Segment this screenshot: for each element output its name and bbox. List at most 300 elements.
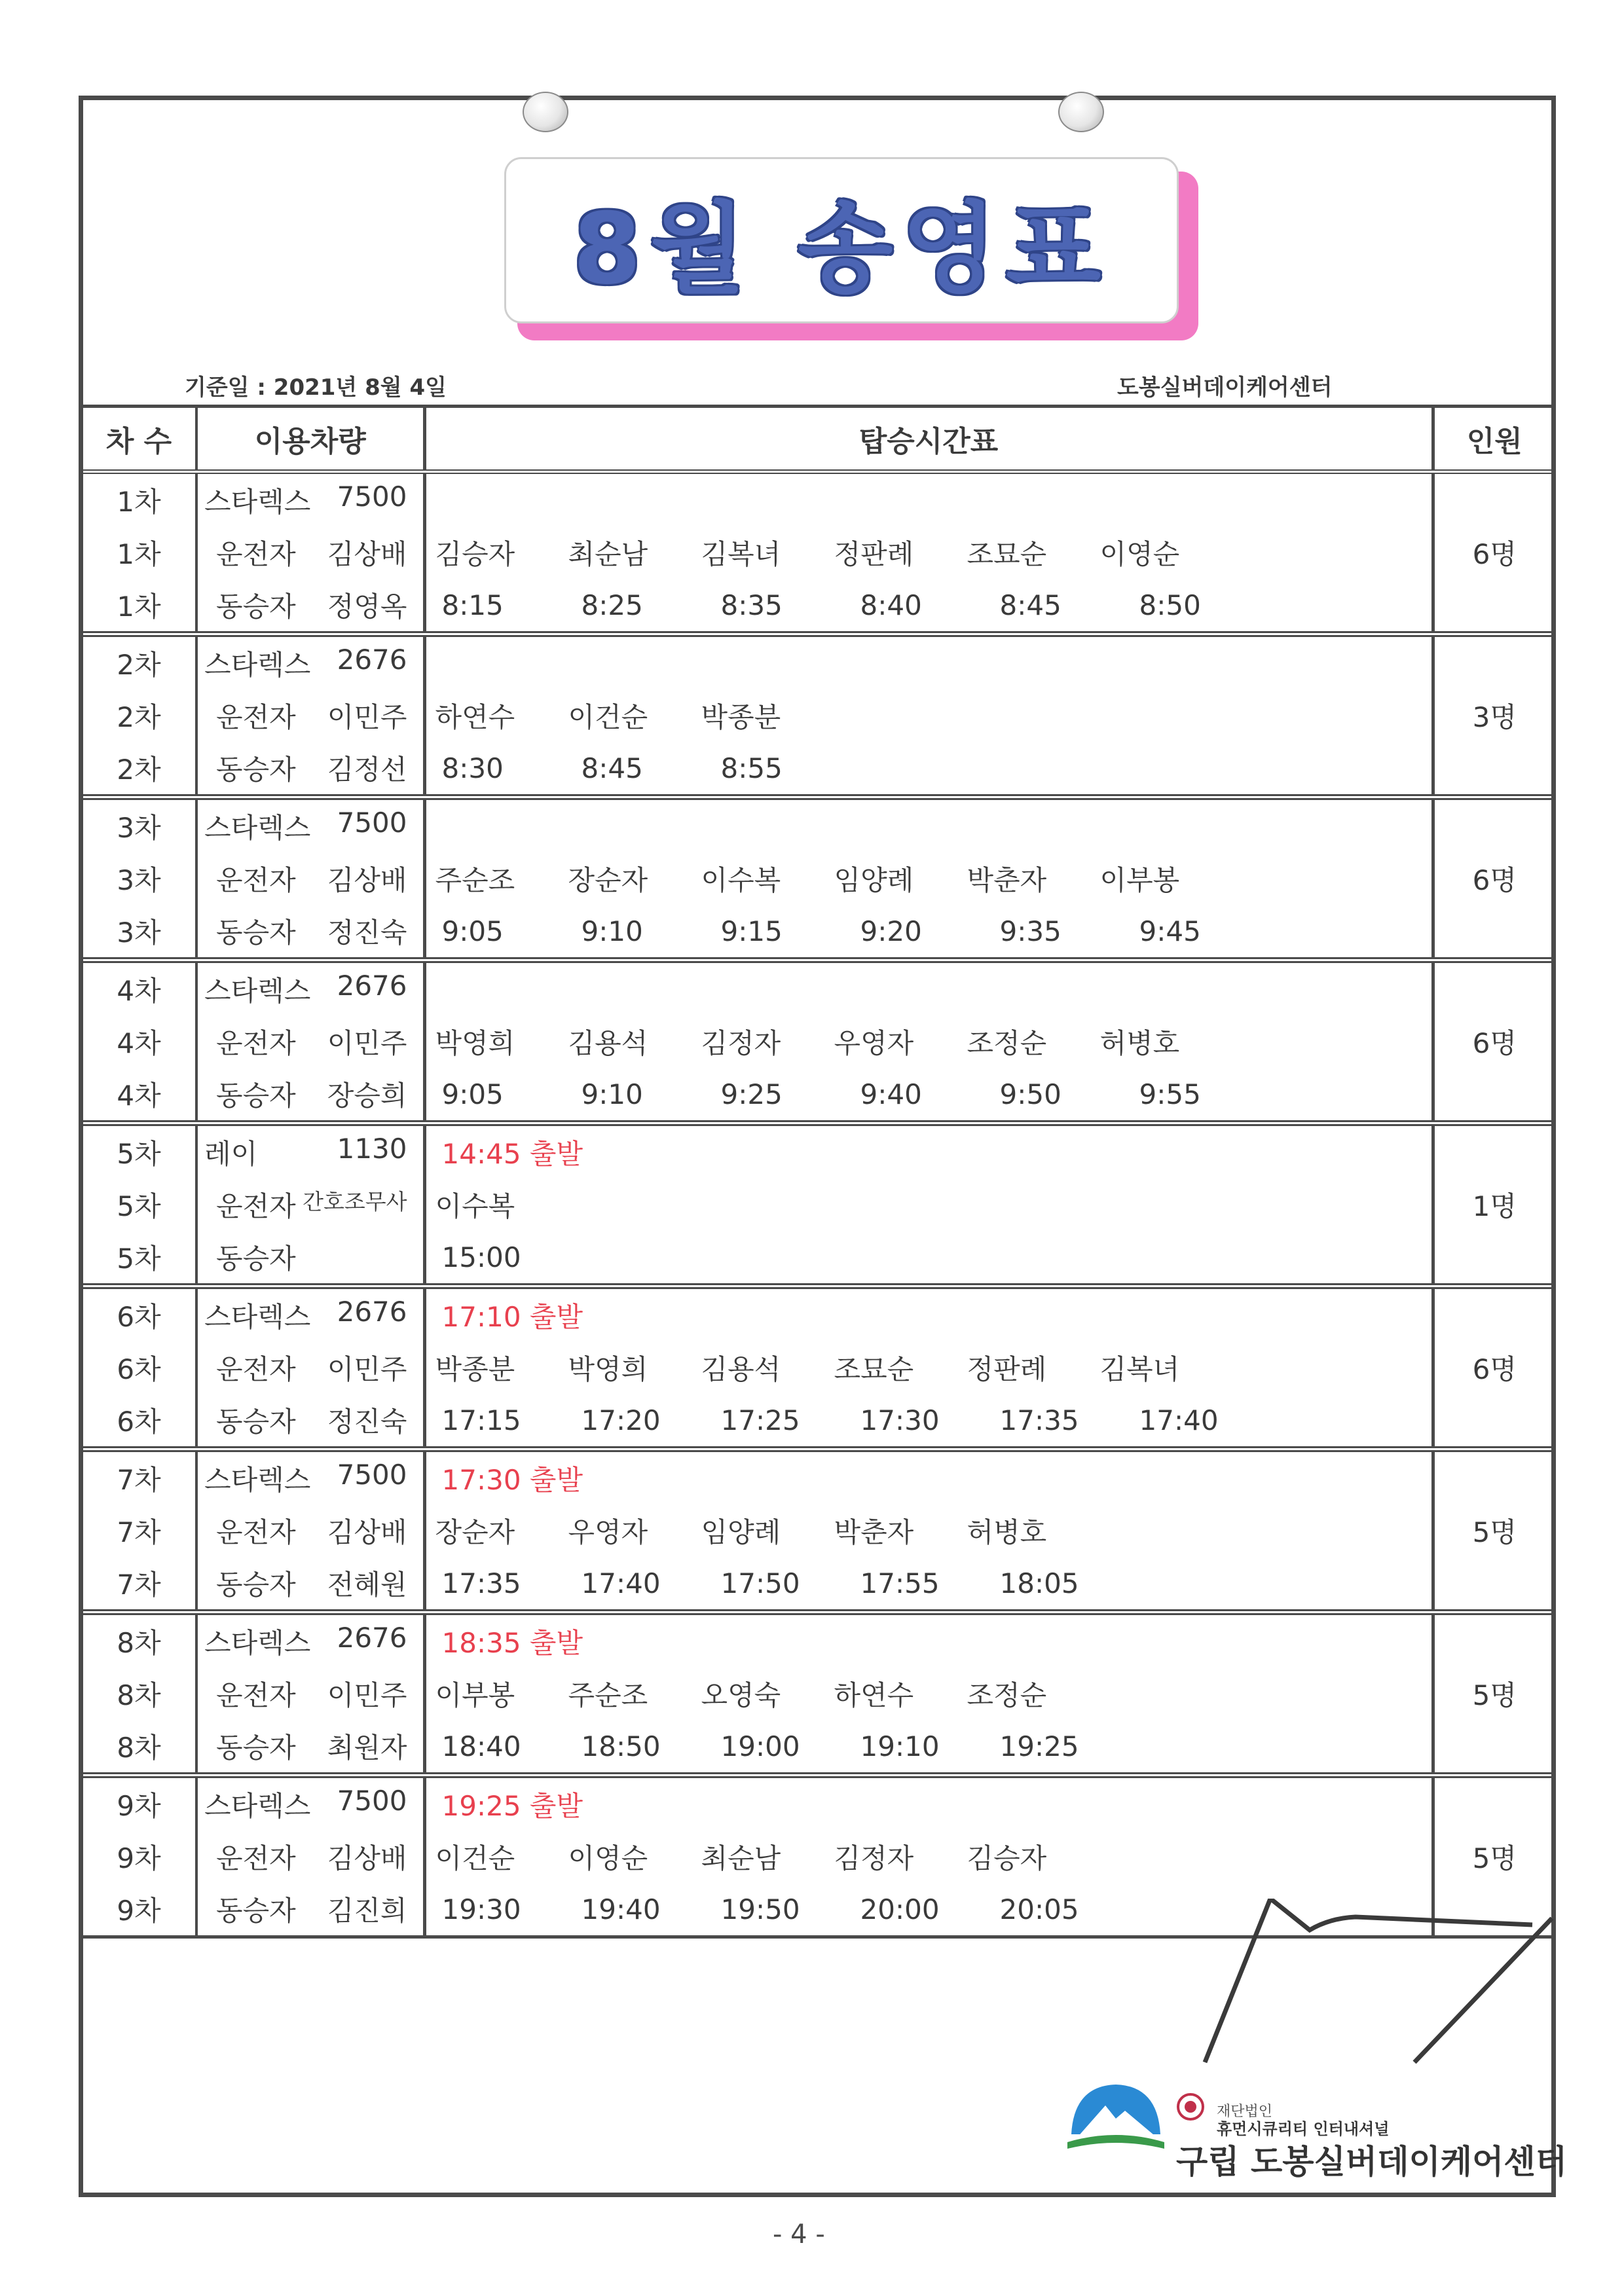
rider-info [198,1889,423,1929]
pickup-times [426,915,1431,947]
headcount-cell: 5명 [1472,1842,1517,1874]
schedule-cell [424,1178,1433,1231]
round-cell: 3차 [83,905,196,960]
headcount-cell [1433,1557,1555,1613]
table-row [83,905,1555,960]
round-cell: 9차 [83,1831,196,1883]
pickup-time: 9:55 [1139,1078,1201,1110]
driver-info [198,533,423,572]
headcount-cell [1433,1449,1555,1505]
headcount-cell: 6명 [1472,1027,1517,1059]
round-cell: 8차 [83,1613,196,1668]
schedule-cell [424,905,1433,960]
vehicle-model: 스타렉스 [204,1790,311,1822]
schedule-cell [424,1831,1433,1883]
table-row [83,1015,1555,1068]
pickup-time: 9:20 [860,915,922,947]
passenger-name: 김용석 [701,1353,781,1385]
vehicle-number: 2676 [337,1622,407,1654]
vehicle-cell [196,1613,424,1668]
header-count: 인원 [1433,407,1555,472]
headcount-cell: 5명 [1472,1679,1517,1711]
table-row [83,526,1555,579]
departure-time: 14:45 출발 [441,1138,583,1170]
passenger-name: 조정순 [967,1027,1047,1059]
passenger-names [426,859,1431,898]
driver-info [198,1185,423,1224]
pickup-time: 15:00 [441,1241,521,1273]
rider-label: 동승자 [216,917,296,949]
rider-label: 동승자 [216,591,296,623]
passenger-name: 김정자 [834,1842,914,1874]
pickup-time: 8:55 [720,752,783,784]
round-cell: 3차 [83,852,196,905]
pickup-time: 9:10 [581,915,643,947]
headcount-cell [1433,960,1555,1016]
passenger-name: 김승자 [435,538,515,570]
passenger-names [426,1022,1431,1061]
driver-info [198,1348,423,1387]
vehicle-cell [196,1449,424,1505]
pickup-time: 19:10 [860,1730,940,1762]
table-header-row [83,407,1555,472]
passenger-name: 이부봉 [1099,864,1180,896]
headcount-cell [1433,1394,1555,1449]
vehicle-cell [196,1231,424,1286]
schedule-cell [424,1341,1433,1394]
vehicle-cell [196,1286,424,1342]
passenger-name: 이건순 [435,1842,515,1874]
passenger-name: 박영희 [435,1027,515,1059]
vehicle-model: 스타렉스 [204,1627,311,1659]
rider-info [198,911,423,951]
schedule-cell [424,960,1433,1016]
vehicle-cell [196,742,424,797]
pickup-time: 9:40 [860,1078,922,1110]
schedule-body [83,472,1555,1937]
schedule-cell [424,1068,1433,1123]
round-cell: 6차 [83,1394,196,1449]
binder-ring-icon [1058,92,1104,132]
pickup-times [426,1730,1431,1762]
rider-label: 동승자 [216,1732,296,1764]
passenger-name: 주순조 [435,864,515,896]
pickup-time: 8:45 [999,589,1061,621]
driver-name: 김상배 [327,864,407,896]
passenger-names [426,1511,1431,1550]
driver-name: 이민주 [327,701,407,733]
driver-label: 운전자 [216,1353,296,1385]
table-row [83,797,1555,853]
pickup-time: 17:25 [720,1404,800,1436]
vehicle-cell [196,1720,424,1776]
table-row [83,1720,1555,1776]
header-round: 차 수 [83,407,196,472]
headcount-cell: 6명 [1472,864,1517,896]
vehicle-info [198,1785,423,1824]
passenger-names [426,1837,1431,1876]
pickup-time: 8:30 [441,752,504,784]
vehicle-info [198,1622,423,1661]
rider-label: 동승자 [216,1406,296,1438]
mountain-logo-icon [1067,2082,1164,2154]
pickup-time: 17:40 [581,1567,661,1599]
rider-name: 정진숙 [327,1406,407,1438]
headcount-cell [1433,634,1555,690]
headcount-cell: 3명 [1472,701,1517,733]
vehicle-number: 2676 [337,1296,407,1328]
passenger-name: 김정자 [701,1027,781,1059]
pickup-times [426,1078,1431,1110]
vehicle-cell [196,1883,424,1937]
table-row [83,1557,1555,1613]
round-cell: 2차 [83,689,196,742]
round-cell: 7차 [83,1504,196,1557]
vehicle-cell [196,905,424,960]
schedule-cell [424,689,1433,742]
table-row [83,1123,1555,1179]
pickup-time: 9:50 [999,1078,1061,1110]
round-cell: 1차 [83,526,196,579]
passenger-name: 임양례 [701,1516,781,1548]
passenger-name: 임양례 [834,864,914,896]
page-curl-icon [1022,1899,1559,2095]
vehicle-cell [196,1776,424,1831]
pickup-time: 20:05 [999,1893,1079,1925]
table-row [83,1231,1555,1286]
passenger-names [426,533,1431,572]
schedule-cell [424,1123,1433,1179]
departure-time: 17:10 출발 [441,1301,583,1333]
driver-name: 이민주 [327,1353,407,1385]
vehicle-info [198,807,423,846]
driver-name: 김상배 [327,538,407,570]
table-row [83,634,1555,690]
schedule-cell [424,1449,1433,1505]
schedule-cell [424,1613,1433,1668]
pickup-time: 17:35 [441,1567,521,1599]
pickup-time: 18:40 [441,1730,521,1762]
pickup-time: 17:15 [441,1404,521,1436]
rider-info [198,1563,423,1603]
rider-info [198,1400,423,1440]
table-row [83,1776,1555,1831]
round-cell: 5차 [83,1231,196,1286]
passenger-name: 정판례 [967,1353,1047,1385]
round-cell: 4차 [83,1015,196,1068]
pickup-time: 17:55 [860,1567,940,1599]
org-name: 구립 도봉실버데이케어센터 [1176,2143,1568,2181]
round-cell: 5차 [83,1178,196,1231]
headcount-cell [1433,742,1555,797]
pickup-time: 8:45 [581,752,643,784]
vehicle-cell [196,1504,424,1557]
pickup-time: 9:10 [581,1078,643,1110]
schedule-cell [424,1231,1433,1286]
driver-info [198,1022,423,1061]
round-cell: 4차 [83,960,196,1016]
table-row [83,1394,1555,1449]
passenger-name: 조묘순 [967,538,1047,570]
passenger-name: 조정순 [967,1679,1047,1711]
vehicle-info [198,1459,423,1498]
pickup-time: 17:30 [860,1404,940,1436]
vehicle-cell [196,1178,424,1231]
vehicle-number: 2676 [337,970,407,1002]
round-cell: 8차 [83,1720,196,1776]
rider-name: 김진희 [327,1895,407,1927]
pickup-time: 19:00 [720,1730,800,1762]
table-row [83,1341,1555,1394]
pickup-time: 19:25 [999,1730,1079,1762]
headcount-cell [1433,1776,1555,1831]
passenger-names [426,1348,1431,1387]
pickup-time: 17:35 [999,1404,1079,1436]
vehicle-cell [196,472,424,527]
passenger-name: 김복녀 [1099,1353,1180,1385]
rider-info [198,1726,423,1766]
rider-info [198,748,423,788]
vehicle-cell [196,960,424,1016]
vehicle-number: 7500 [337,1785,407,1817]
vehicle-info [198,970,423,1009]
headcount-cell: 5명 [1472,1516,1517,1548]
driver-label: 운전자 [216,1842,296,1874]
headcount-cell [1433,797,1555,853]
pickup-time: 9:15 [720,915,783,947]
binder-ring-icon [523,92,568,132]
vehicle-number: 7500 [337,481,407,513]
rider-name: 장승희 [327,1080,407,1112]
rider-label: 동승자 [216,754,296,786]
departure-time: 19:25 출발 [441,1790,583,1822]
round-cell: 1차 [83,472,196,527]
table-row [83,852,1555,905]
round-cell: 7차 [83,1557,196,1613]
round-cell: 1차 [83,579,196,634]
driver-label: 운전자 [216,1027,296,1059]
pickup-times [426,1404,1431,1436]
vehicle-number: 7500 [337,807,407,839]
vehicle-model: 스타렉스 [204,1464,311,1496]
driver-label: 운전자 [216,1679,296,1711]
vehicle-model: 레이 [204,1138,258,1170]
table-row [83,1178,1555,1231]
org-line2: 휴먼시큐리티 인터내셔널 [1217,2120,1390,2138]
pickup-time: 8:15 [441,589,504,621]
table-row [83,1449,1555,1505]
schedule-cell [424,852,1433,905]
vehicle-cell [196,689,424,742]
center-name: 도봉실버데이케어센터 [1117,374,1333,401]
table-row [83,472,1555,527]
vehicle-info [198,644,423,683]
driver-name: 이민주 [327,1679,407,1711]
vehicle-cell [196,1015,424,1068]
driver-label: 운전자 [216,701,296,733]
rider-label: 동승자 [216,1569,296,1601]
passenger-name: 최순남 [568,538,648,570]
table-row [83,1286,1555,1342]
vehicle-model: 스타렉스 [204,812,311,844]
pickup-time: 19:50 [720,1893,800,1925]
pickup-time: 9:25 [720,1078,783,1110]
schedule-cell [424,742,1433,797]
passenger-name: 박영희 [568,1353,648,1385]
pickup-time: 8:50 [1139,589,1201,621]
table-row [83,742,1555,797]
pickup-time: 9:45 [1139,915,1201,947]
driver-name: 이민주 [327,1027,407,1059]
pickup-times [426,752,1431,784]
round-cell: 8차 [83,1667,196,1720]
rider-info [198,585,423,625]
passenger-name: 우영자 [834,1027,914,1059]
schedule-cell [424,472,1433,527]
headcount-cell [1433,1720,1555,1776]
schedule-cell [424,1720,1433,1776]
page-number: - 4 - [773,2219,825,2250]
rider-label: 동승자 [216,1895,296,1927]
pickup-time: 9:05 [441,915,504,947]
schedule-cell [424,579,1433,634]
vehicle-cell [196,852,424,905]
org-line1: 재단법인 [1217,2104,1273,2120]
round-cell: 2차 [83,742,196,797]
table-row [83,579,1555,634]
passenger-name: 장순자 [435,1516,515,1548]
vehicle-cell [196,1394,424,1449]
passenger-name: 박종분 [435,1353,515,1385]
pickup-time: 17:20 [581,1404,661,1436]
pickup-time: 8:40 [860,589,922,621]
schedule-cell [424,1394,1433,1449]
departure-time: 18:35 출발 [441,1627,583,1659]
rider-label: 동승자 [216,1080,296,1112]
round-cell: 9차 [83,1776,196,1831]
schedule-cell [424,634,1433,690]
table-row [83,960,1555,1016]
vehicle-number: 7500 [337,1459,407,1491]
schedule-cell [424,1776,1433,1831]
driver-label: 운전자 [216,864,296,896]
round-cell: 6차 [83,1286,196,1342]
rider-name: 전혜원 [327,1569,407,1601]
passenger-name: 허병호 [967,1516,1047,1548]
pickup-time: 20:00 [860,1893,940,1925]
table-row [83,1667,1555,1720]
page-title: 8월 송영표 [572,192,1111,306]
passenger-name: 박춘자 [967,864,1047,896]
passenger-name: 이영순 [568,1842,648,1874]
headcount-cell [1433,1613,1555,1668]
passenger-name: 이부봉 [435,1679,515,1711]
round-cell: 5차 [83,1123,196,1179]
passenger-name: 이건순 [568,701,648,733]
schedule-cell [424,1286,1433,1342]
schedule-cell [424,1557,1433,1613]
vehicle-cell [196,797,424,853]
headcount-cell [1433,1286,1555,1342]
vehicle-model: 스타렉스 [204,975,311,1007]
schedule-cell [424,526,1433,579]
round-cell: 4차 [83,1068,196,1123]
pickup-time: 18:50 [581,1730,661,1762]
passenger-name: 이영순 [1099,538,1180,570]
passenger-name: 하연수 [435,701,515,733]
round-cell: 9차 [83,1883,196,1937]
passenger-name: 박춘자 [834,1516,914,1548]
driver-info [198,859,423,898]
schedule-cell [424,1015,1433,1068]
passenger-name: 이수복 [435,1190,515,1222]
table-row [83,1504,1555,1557]
vehicle-cell [196,1123,424,1179]
schedule-table [83,405,1555,1939]
headcount-cell [1433,1068,1555,1123]
header-schedule: 탑승시간표 [424,407,1433,472]
passenger-names [426,1674,1431,1713]
vehicle-info [198,481,423,520]
pickup-time: 8:25 [581,589,643,621]
headcount-cell [1433,579,1555,634]
headcount-cell [1433,905,1555,960]
passenger-name: 하연수 [834,1679,914,1711]
table-row [83,1831,1555,1883]
rider-name: 최원자 [327,1732,407,1764]
schedule-cell [424,797,1433,853]
passenger-names [426,696,1431,735]
table-row [83,689,1555,742]
passenger-name: 장순자 [568,864,648,896]
foundation-seal-icon [1176,2092,1205,2121]
pickup-time: 19:40 [581,1893,661,1925]
driver-info [198,1674,423,1713]
vehicle-cell [196,1068,424,1123]
driver-info [198,696,423,735]
driver-name: 김상배 [327,1516,407,1548]
vehicle-cell [196,579,424,634]
driver-name: 김상배 [327,1842,407,1874]
passenger-name: 김복녀 [701,538,781,570]
passenger-name: 김용석 [568,1027,648,1059]
pickup-time: 19:30 [441,1893,521,1925]
driver-info [198,1837,423,1876]
headcount-cell: 6명 [1472,538,1517,570]
rider-label: 동승자 [216,1243,296,1275]
headcount-cell: 1명 [1472,1190,1517,1222]
pickup-time: 8:35 [720,589,783,621]
table-row [83,1613,1555,1668]
vehicle-model: 스타렉스 [204,1301,311,1333]
vehicle-cell [196,1667,424,1720]
vehicle-cell [196,1341,424,1394]
headcount-cell: 6명 [1472,1353,1517,1385]
passenger-name: 허병호 [1099,1027,1180,1059]
driver-info [198,1511,423,1550]
vehicle-number: 2676 [337,644,407,676]
driver-label: 운전자 [216,1190,296,1222]
passenger-name: 정판례 [834,538,914,570]
passenger-name: 우영자 [568,1516,648,1548]
vehicle-info [198,1133,423,1172]
passenger-name: 조묘순 [834,1353,914,1385]
pickup-time: 18:05 [999,1567,1079,1599]
rider-name: 정영옥 [327,591,407,623]
vehicle-model: 스타렉스 [204,486,311,518]
round-cell: 6차 [83,1341,196,1394]
pickup-time: 17:50 [720,1567,800,1599]
